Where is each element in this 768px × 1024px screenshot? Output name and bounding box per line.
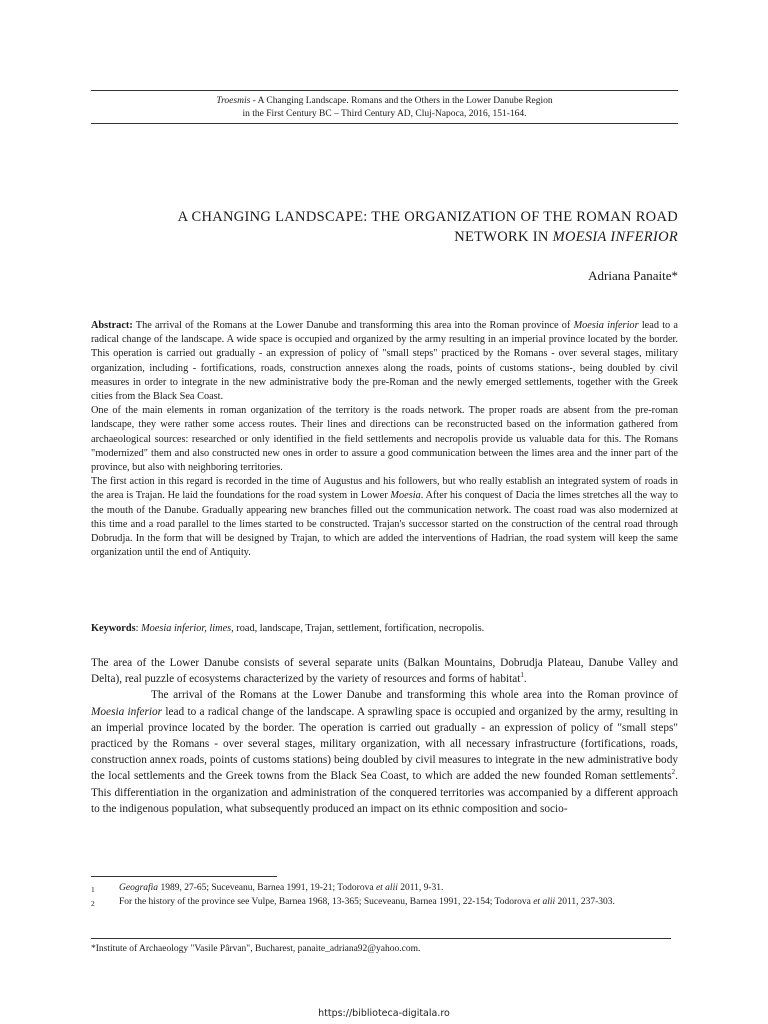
author-affiliation: *Institute of Archaeology "Vasile Pârvan", Bucharest, panaite_adriana92@yahoo.com. <box>91 944 421 954</box>
source-url-link[interactable]: https://biblioteca-digitala.ro <box>318 1008 450 1019</box>
title-line1: A CHANGING LANDSCAPE: THE ORGANIZATION OF THE ROMAN ROAD <box>177 209 678 225</box>
abstract-paragraph-1: Abstract: The arrival of the Romans at the Lower Danube and transforming this area into the Roman province of Moesia inferior lead to a radical change of the landscape. A wide space is occupied and organized by the army resulting in an imperial province located by the border. This operation is carried out gradually - an expression of policy of "small steps" practiced by the Romans - over several stages, military organization, including - fortifications, roads, construction annexes along the roads, points of customs stations-, being doubled by civil measures in order to integrate in the new administrative body the pre-Roman and the newly emerged settlements, together with the Greek cities from the Black Sea Coast. <box>91 320 679 403</box>
running-head-line1: Troesmis - A Changing Landscape. Romans and the Others in the Lower Danube Region <box>216 96 553 106</box>
running-head-line2: in the First Century BC – Third Century AD, Cluj-Napoca, 2016, 151-164. <box>242 109 527 119</box>
body-paragraph-2: The arrival of the Romans at the Lower Danube and transforming this whole area into the Roman province of Moesia inferior lead to a radical change of the landscape. A sprawling space is occupied and organized by the army, resulting in an imperial province located by the border. The operation is carried out gradually - an expression of policy of "small steps" practiced by the Romans - over several stages, military organization, with all necessary infrastructure (fortifications, roads, construction annex roads, points of customs stations) being doubled by civil measures to integrate in the new administrative body the local settlements and the Greek towns from the Black Sea Coast, to which are added the new founded Roman settlements$^2$. This differentiation in the organization and administration of the conquered territories was accompanied by a different approach to the indigenous population, what subsequently produced an impact on its ethnic composition and socio- <box>91 689 678 815</box>
header-rule-bottom <box>91 123 678 124</box>
abstract-paragraph-3: The first action in this regard is recorded in the time of Augustus and his followers, but who really establish an integrated system of roads in the area is Trajan. He laid the foundations for the road system in Lower Moesia. After his conquest of Dacia the limes stretches all the way to the mouth of the Danube. Gradually appearing new branches filled out the communication network. The coast road was also modernized at this time and a road parallel to the limes started to be constructed. Trajan's successor started on the construction of the central road through Dobrudja. In the form that will be designed by Trajan, to which are added the interventions of Hadrian, the road system will keep the same organization until the end of Antiquity. <box>91 476 678 559</box>
footnote-ref-2[interactable]: 2 <box>671 768 676 777</box>
footnotes <box>91 882 678 910</box>
affiliation-rule <box>91 938 671 939</box>
header-rule-top <box>91 90 678 91</box>
footnote-rule <box>91 876 277 877</box>
abstract-label: Abstract: <box>91 320 133 331</box>
footnote-1: 1 Geografia 1989, 27-65; Suceveanu, Barnea 1991, 19-21; Todorova et alii 2011, 9-31. <box>91 883 444 894</box>
keywords: Keywords: Moesia inferior, limes, road, landscape, Trajan, settlement, fortification, necropolis. <box>91 623 485 634</box>
footnote-ref-1[interactable]: 1 <box>520 671 524 680</box>
running-head <box>91 95 678 121</box>
body-text <box>91 655 678 817</box>
author: Adriana Panaite* <box>588 268 678 283</box>
footnote-number: 1 <box>91 885 95 894</box>
paper-title <box>91 207 678 247</box>
body-paragraph-1: The area of the Lower Danube consists of several separate units (Balkan Mountains, Dobrudja Plateau, Danube Valley and Delta), real puzzle of ecosystems characterized by the variety of resources and forms of habitat$^1$. <box>91 657 678 686</box>
keywords-label: Keywords <box>91 623 136 634</box>
footnote-number: 2 <box>91 899 95 908</box>
footnote-2: 2 For the history of the province see Vulpe, Barnea 1968, 13-365; Suceveanu, Barnea 1991, 22-154; Todorova et alii 2011, 237-303. <box>91 897 615 908</box>
title-line2: NETWORK IN MOESIA INFERIOR <box>454 229 678 245</box>
abstract-paragraph-2: One of the main elements in roman organization of the territory is the roads network. The proper roads are absent from the pre-roman landscape, they were rather some access routes. Their lines and directions can be reconstructed based on the information gathered from archaeological sources: researched or only identified in the field settlements and necropolis provide us valuable data for this. The Romans "modernized" them and also constructed new ones in order to assure a good communication between the limes area and the inner part of the province, but also with neighboring territories. <box>91 405 678 474</box>
abstract <box>91 319 678 560</box>
